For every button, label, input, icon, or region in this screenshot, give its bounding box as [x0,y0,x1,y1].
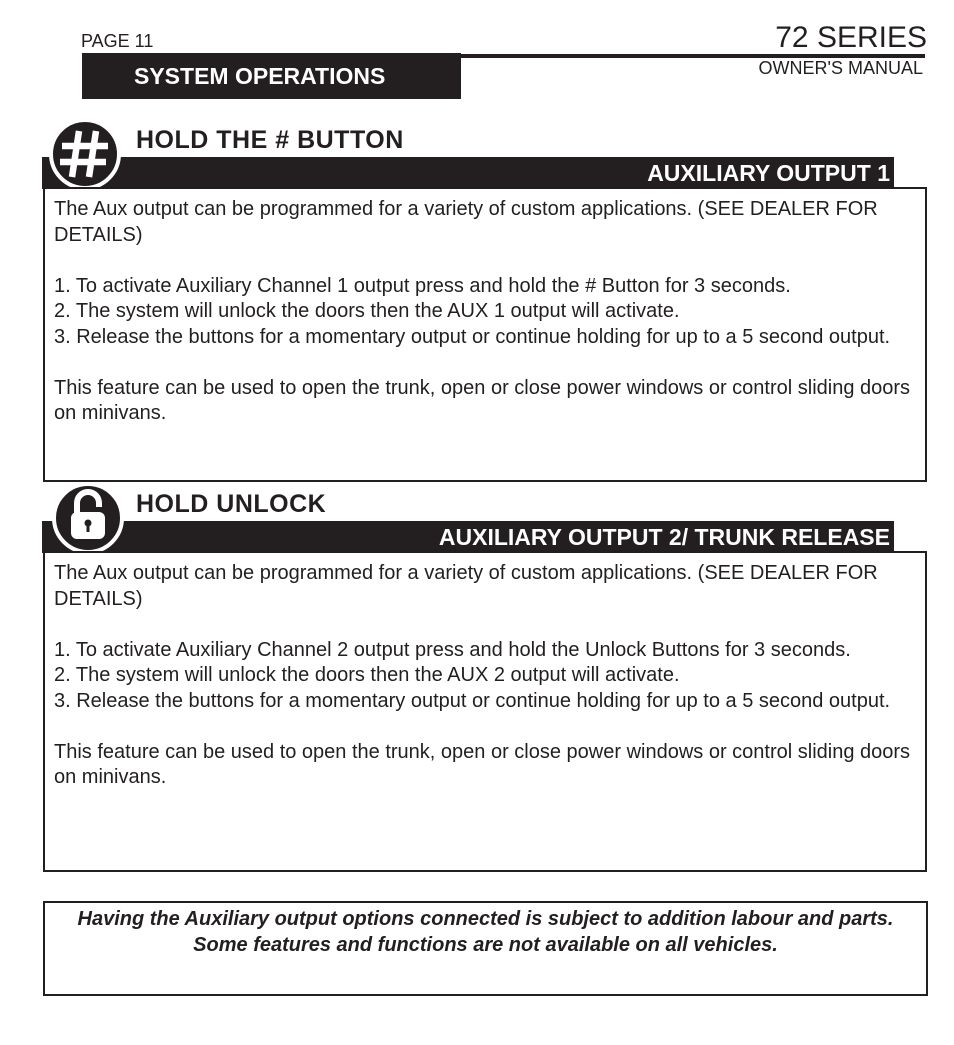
feature-box-aux1 [43,187,927,482]
feature-step: 3. Release the buttons for a momentary output or continue holding for up to a 5 second output. [54,325,891,348]
section-banner [82,53,461,99]
feature-step: 2. The system will unlock the doors then the AUX 2 output will activate. [54,664,680,686]
feature-step: 3. Release the buttons for a momentary output or continue holding for up to a 5 second output. [54,689,891,712]
feature-step: 2. The system will unlock the doors then the AUX 1 output will activate. [54,300,680,322]
feature-bar-aux1 [42,157,894,189]
feature-note: This feature can be used to open the trunk, open or close power windows or control sliding doors on minivans. [54,740,911,788]
feature-bar-aux2 [42,521,894,553]
feature-heading-hash: HOLD THE # BUTTON [136,126,404,154]
feature-intro: The Aux output can be programmed for a variety of custom applications. (SEE DEALER FOR DETAILS) [54,198,878,246]
notice-text: Having the Auxiliary output options connected is subject to addition labour and parts. Some features and functions are not available on all vehicles. [77,908,894,956]
feature-intro: The Aux output can be programmed for a variety of custom applications. (SEE DEALER FOR DETAILS) [54,562,878,610]
feature-note: This feature can be used to open the trunk, open or close power windows or control sliding doors on minivans. [54,376,911,424]
feature-step: 1. To activate Auxiliary Channel 2 output press and hold the Unlock Buttons for 3 seconds. [54,638,851,661]
section-title: SYSTEM OPERATIONS [134,63,386,89]
feature-box-aux2 [43,551,927,872]
hash-icon [48,117,126,195]
feature-bar-label: AUXILIARY OUTPUT 2/ TRUNK RELEASE [438,524,890,550]
feature-heading-unlock: HOLD UNLOCK [136,490,327,518]
feature-bar-label: AUXILIARY OUTPUT 1 [647,160,890,186]
page-number: PAGE 11 [81,31,154,51]
series-title: 72 SERIES [775,21,927,54]
notice-box [43,901,928,996]
feature-step: 1. To activate Auxiliary Channel 1 output press and hold the # Button for 3 seconds. [54,274,791,297]
manual-label: OWNER'S MANUAL [758,58,923,78]
padlock-unlocked-icon [48,481,126,559]
